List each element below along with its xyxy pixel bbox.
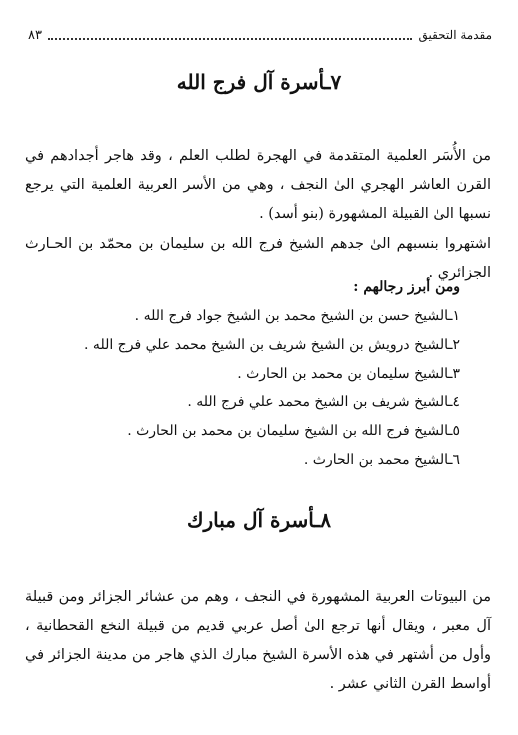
section-heading-al-mubarak: ٨ـأسرة آل مبارك [187, 508, 331, 532]
list-item: ٢ـالشيخ درويش بن الشيخ شريف بن الشيخ محمد علي فرج الله . [84, 336, 460, 353]
notable-members-list [40, 302, 460, 475]
section2-paragraph: من البيوتات العربية المشهورة في النجف ، وهم من عشائر الجزائر ومن قبيلة آل معبر ، ويقال أنها ترجع الىٰ أصل عربي قديم من قبيلة النخع القحطانية ، وأول من أشتهر في هذه الأسرة الشيخ مبارك الذي هاجر من مدينة الجزائر في أواسط القرن الثاني عشر . [25, 588, 491, 692]
page-number: ٨٣ [28, 27, 42, 43]
section1-paragraph-2: اشتهروا بنسبهم الىٰ جدهم الشيخ فرج الله بن سليمان بن محمّد بن الحـارث الجزائري . [25, 235, 491, 281]
notable-members-title: ومن أبرز رجالهم : [353, 279, 460, 295]
dotted-leader [48, 30, 413, 40]
running-header [28, 26, 492, 44]
list-item: ٣ـالشيخ سليمان بن محمد بن الحارث . [237, 365, 460, 382]
section1-paragraph-1: من الأُسَر العلمية المتقدمة في الهجرة لطلب العلم ، وقد هاجر أجدادهم في القرن العاشر الهجري الىٰ النجف ، وهي من الأسر العربية العلمية التي يرجع نسبها الىٰ القبيلة المشهورة (بنو أسد) . [25, 147, 491, 222]
list-item: ٦ـالشيخ محمد بن الحارث . [303, 451, 460, 468]
list-item: ٤ـالشيخ شريف بن الشيخ محمد علي فرج الله . [187, 394, 460, 411]
running-header-title: مقدمة التحقيق [418, 28, 492, 42]
section-heading-al-faraj-allah: ٧ـأسرة آل فرج الله [176, 70, 342, 94]
list-item: ١ـالشيخ حسن بن الشيخ محمد بن الشيخ جواد فرج الله . [134, 308, 460, 324]
list-item: ٥ـالشيخ فرج الله بن الشيخ سليمان بن محمد بن الحارث . [127, 423, 460, 440]
